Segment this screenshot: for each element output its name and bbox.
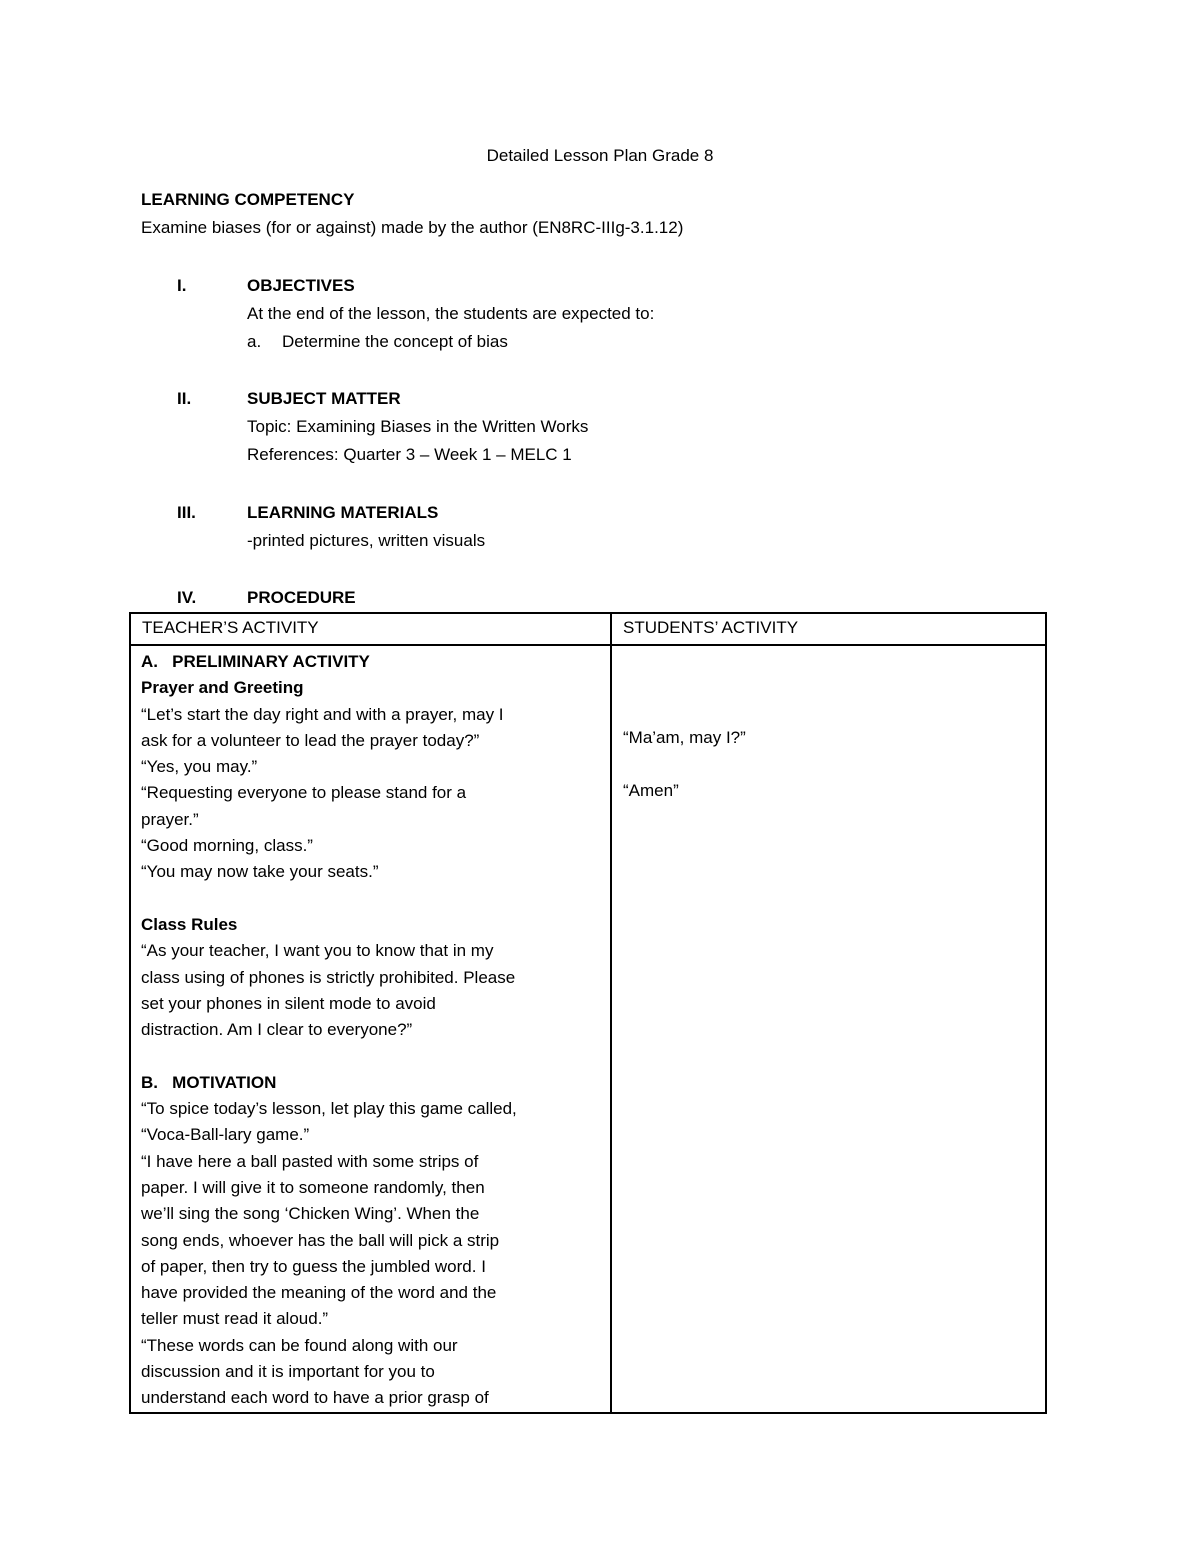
teacher-line: “Requesting everyone to please stand for a	[141, 783, 467, 803]
section-numeral: II.	[177, 389, 192, 408]
section-heading-procedure: PROCEDURE	[247, 588, 356, 607]
student-response: “Amen”	[623, 781, 679, 800]
table-header-row	[130, 613, 1046, 645]
section-heading-subject-matter: SUBJECT MATTER	[247, 389, 401, 408]
students-activity-cell	[611, 645, 1046, 1413]
teacher-line: of paper, then try to guess the jumbled word. I	[141, 1256, 486, 1276]
references-line: References: Quarter 3 – Week 1 – MELC 1	[247, 445, 572, 464]
teacher-line: “To spice today’s lesson, let play this game called,	[141, 1099, 517, 1119]
procedure-table	[129, 612, 1047, 1414]
section-numeral: IV.	[177, 588, 197, 607]
teacher-line: teller must read it aloud.”	[141, 1309, 329, 1329]
section-marker: B.	[141, 1072, 158, 1092]
teacher-activity-cell	[130, 645, 611, 1413]
topic-line: Topic: Examining Biases in the Written Works	[247, 417, 589, 436]
section-line: At the end of the lesson, the students are expected to:	[247, 304, 655, 323]
teacher-line: “These words can be found along with our	[141, 1335, 458, 1355]
teacher-line: paper. I will give it to someone randomly, then	[141, 1177, 485, 1197]
blank-line	[141, 1043, 600, 1069]
blank-line	[141, 886, 600, 912]
teacher-line: set your phones in silent mode to avoid	[141, 993, 436, 1013]
materials-line: -printed pictures, written visuals	[247, 531, 486, 550]
teacher-line: “I have here a ball pasted with some strips of	[141, 1151, 479, 1171]
teacher-line: song ends, whoever has the ball will pick a strip	[141, 1230, 500, 1250]
competency-text: Examine biases (for or against) made by the author (EN8RC-IIIg-3.1.12)	[141, 218, 684, 237]
student-response: “Ma’am, may I?”	[623, 728, 746, 747]
teacher-line: ask for a volunteer to lead the prayer today?”	[141, 730, 480, 750]
preliminary-activity-heading	[141, 649, 600, 675]
document-title: Detailed Lesson Plan Grade 8	[486, 146, 714, 165]
teacher-line: “Voca-Ball-lary game.”	[141, 1125, 310, 1145]
teacher-line: we’ll sing the song ‘Chicken Wing’. When the	[141, 1204, 480, 1224]
section-marker: A.	[141, 652, 158, 671]
teacher-line: “Let’s start the day right and with a prayer, may I	[141, 704, 504, 724]
teacher-line: discussion and it is important for you to	[141, 1362, 435, 1382]
students-activity-header: STUDENTS’ ACTIVITY	[611, 613, 1046, 645]
teacher-line: distraction. Am I clear to everyone?”	[141, 1020, 413, 1040]
competency-heading: LEARNING COMPETENCY	[141, 190, 355, 209]
teacher-activity-header: TEACHER’S ACTIVITY	[130, 613, 611, 645]
section-heading-learning-materials: LEARNING MATERIALS	[247, 503, 439, 522]
teacher-line: prayer.”	[141, 809, 199, 829]
teacher-line: “Good morning, class.”	[141, 836, 313, 856]
section-heading-objectives: OBJECTIVES	[247, 276, 355, 295]
motivation-heading	[141, 1070, 600, 1096]
section-numeral: I.	[177, 276, 187, 295]
section-heading: MOTIVATION	[172, 1072, 277, 1092]
table-row	[130, 645, 1046, 1413]
prayer-greeting-heading: Prayer and Greeting	[141, 678, 304, 698]
teacher-line: have provided the meaning of the word and the	[141, 1283, 497, 1303]
section-numeral: III.	[177, 503, 196, 522]
objective-item: Determine the concept of bias	[282, 332, 508, 351]
teacher-line: “As your teacher, I want you to know that in my	[141, 941, 494, 961]
class-rules-heading: Class Rules	[141, 914, 238, 934]
objective-marker: a.	[247, 332, 262, 351]
section-heading: PRELIMINARY ACTIVITY	[172, 652, 370, 671]
teacher-line: “You may now take your seats.”	[141, 862, 379, 882]
teacher-line: class using of phones is strictly prohibited. Please	[141, 967, 516, 987]
teacher-line: “Yes, you may.”	[141, 757, 258, 777]
teacher-line: understand each word to have a prior grasp of	[141, 1388, 489, 1408]
